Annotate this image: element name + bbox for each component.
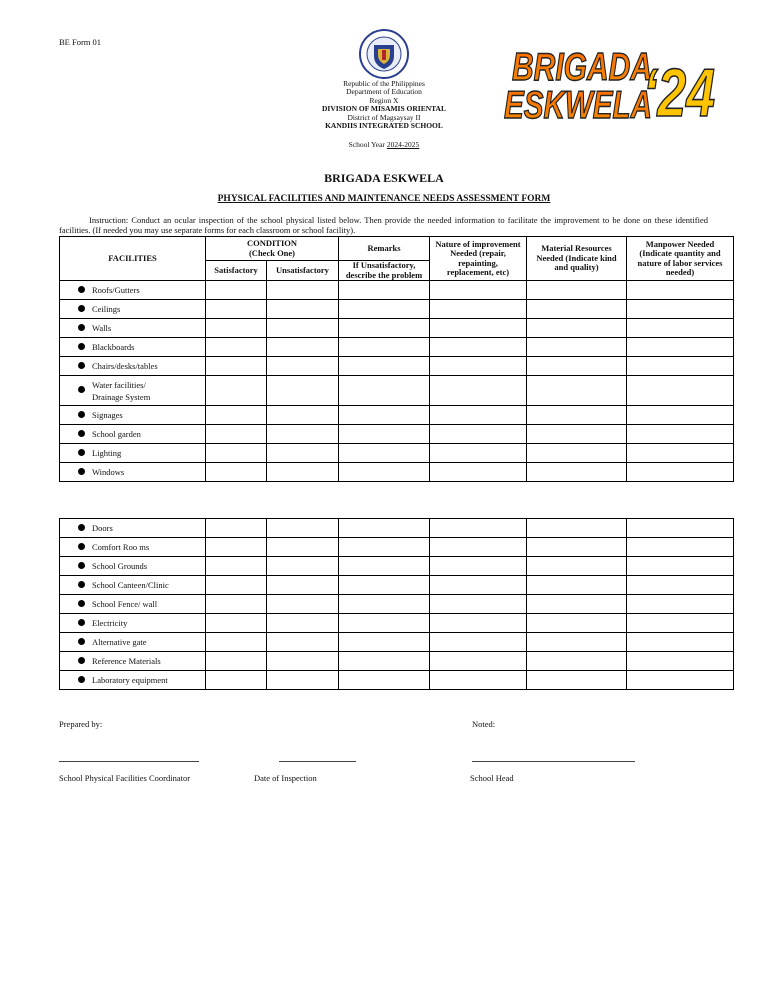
col-header-manpower: Manpower Needed (Indicate quantity and nature of labor services needed) — [627, 237, 734, 281]
unsatisfactory-cell[interactable] — [267, 614, 339, 633]
col-header-satisfactory: Satisfactory — [206, 261, 267, 281]
bullet-icon — [78, 562, 85, 569]
material-cell[interactable] — [527, 576, 627, 595]
col-header-remarks-sub: If Unsatisfactory, describe the problem — [339, 261, 430, 281]
remarks-cell[interactable] — [339, 538, 430, 557]
manpower-cell[interactable] — [627, 300, 734, 319]
material-cell[interactable] — [527, 376, 627, 406]
material-cell[interactable] — [527, 538, 627, 557]
nature-cell[interactable] — [430, 633, 527, 652]
bullet-icon — [78, 468, 85, 475]
manpower-cell[interactable] — [627, 425, 734, 444]
remarks-cell[interactable] — [339, 595, 430, 614]
nature-cell[interactable] — [430, 357, 527, 376]
unsatisfactory-cell[interactable] — [267, 444, 339, 463]
nature-cell[interactable] — [430, 519, 527, 538]
unsatisfactory-cell[interactable] — [267, 633, 339, 652]
bullet-icon — [78, 386, 85, 393]
facility-label: Water facilities/ Drainage System — [92, 379, 151, 402]
material-cell[interactable] — [527, 595, 627, 614]
logo-line2: ESKWELA — [504, 84, 652, 127]
table-row — [60, 357, 734, 376]
material-cell[interactable] — [527, 519, 627, 538]
facilities-table-part1 — [59, 236, 734, 482]
unsatisfactory-cell[interactable] — [267, 519, 339, 538]
facility-label: Roofs/Gutters — [92, 284, 140, 295]
table-row — [60, 633, 734, 652]
facility-cell — [60, 319, 206, 338]
facility-cell — [60, 425, 206, 444]
material-cell[interactable] — [527, 557, 627, 576]
col-header-facilities: FACILITIES — [60, 237, 206, 281]
unsatisfactory-cell[interactable] — [267, 376, 339, 406]
facility-label: Electricity — [92, 617, 128, 628]
nature-cell[interactable] — [430, 338, 527, 357]
remarks-cell[interactable] — [339, 557, 430, 576]
manpower-cell[interactable] — [627, 463, 734, 482]
bullet-icon — [78, 676, 85, 683]
unsatisfactory-cell[interactable] — [267, 281, 339, 300]
date-signature-line — [279, 761, 356, 762]
facility-label: Chairs/desks/tables — [92, 360, 158, 371]
material-cell[interactable] — [527, 463, 627, 482]
manpower-cell[interactable] — [627, 614, 734, 633]
satisfactory-cell[interactable] — [206, 425, 267, 444]
remarks-cell[interactable] — [339, 357, 430, 376]
col-header-remarks: Remarks — [339, 237, 430, 261]
coordinator-label: School Physical Facilities Coordinator — [59, 773, 191, 783]
facility-label: School Grounds — [92, 560, 148, 571]
prepared-by-label: Prepared by: — [59, 719, 103, 729]
manpower-cell[interactable] — [627, 406, 734, 425]
table-row — [60, 519, 734, 538]
manpower-cell[interactable] — [627, 319, 734, 338]
nature-cell[interactable] — [430, 319, 527, 338]
nature-cell[interactable] — [430, 300, 527, 319]
school-year — [290, 140, 478, 149]
facility-cell — [60, 300, 206, 319]
bullet-icon — [78, 600, 85, 607]
satisfactory-cell[interactable] — [206, 281, 267, 300]
facility-cell — [60, 595, 206, 614]
satisfactory-cell[interactable] — [206, 319, 267, 338]
facility-cell — [60, 614, 206, 633]
remarks-cell[interactable] — [339, 376, 430, 406]
satisfactory-cell[interactable] — [206, 300, 267, 319]
facility-label: School Fence/ wall — [92, 598, 158, 609]
facility-label: Signages — [92, 409, 123, 420]
facility-cell — [60, 538, 206, 557]
nature-cell[interactable] — [430, 406, 527, 425]
satisfactory-cell[interactable] — [206, 338, 267, 357]
remarks-cell[interactable] — [339, 338, 430, 357]
facility-cell — [60, 444, 206, 463]
nature-cell[interactable] — [430, 652, 527, 671]
satisfactory-cell[interactable] — [206, 671, 267, 690]
brigada-eskwela-logo — [500, 42, 720, 128]
table-row — [60, 538, 734, 557]
material-cell[interactable] — [527, 338, 627, 357]
noted-label: Noted: — [472, 719, 496, 729]
division-text: DIVISION OF MISAMIS ORIENTAL — [322, 104, 446, 113]
material-cell[interactable] — [527, 425, 627, 444]
manpower-cell[interactable] — [627, 538, 734, 557]
facility-label: Walls — [92, 322, 112, 333]
satisfactory-cell[interactable] — [206, 614, 267, 633]
bullet-icon — [78, 657, 85, 664]
facility-cell — [60, 576, 206, 595]
bullet-icon — [78, 305, 85, 312]
manpower-cell[interactable] — [627, 595, 734, 614]
nature-cell[interactable] — [430, 444, 527, 463]
unsatisfactory-cell[interactable] — [267, 671, 339, 690]
table-row — [60, 281, 734, 300]
table-row — [60, 614, 734, 633]
remarks-cell[interactable] — [339, 463, 430, 482]
facility-label: Comfort Roo ms — [92, 541, 150, 552]
bullet-icon — [78, 638, 85, 645]
satisfactory-cell[interactable] — [206, 444, 267, 463]
manpower-cell[interactable] — [627, 557, 734, 576]
table-row — [60, 425, 734, 444]
facilities-table-part2 — [59, 518, 734, 690]
bullet-icon — [78, 619, 85, 626]
form-subtitle: PHYSICAL FACILITIES AND MAINTENANCE NEEDS ASSESSMENT FORM — [217, 194, 551, 204]
material-cell[interactable] — [527, 281, 627, 300]
col-header-material: Material Resources Needed (Indicate kind and quality) — [527, 237, 627, 281]
unsatisfactory-cell[interactable] — [267, 406, 339, 425]
nature-cell[interactable] — [430, 463, 527, 482]
form-title: BRIGADA ESKWELA — [324, 171, 444, 185]
table-row — [60, 319, 734, 338]
condition-label: CONDITION — [246, 238, 298, 248]
remarks-cell[interactable] — [339, 652, 430, 671]
form-number: BE Form 01 — [59, 37, 102, 47]
facility-label: Lighting — [92, 447, 122, 458]
bullet-icon — [78, 343, 85, 350]
school-head-signature-line — [472, 761, 635, 762]
nature-cell[interactable] — [430, 557, 527, 576]
satisfactory-cell[interactable] — [206, 357, 267, 376]
nature-cell[interactable] — [430, 614, 527, 633]
facility-label: Laboratory equipment — [92, 674, 168, 685]
unsatisfactory-cell[interactable] — [267, 319, 339, 338]
remarks-cell[interactable] — [339, 671, 430, 690]
logo-line1: BRIGADA — [512, 46, 652, 89]
facility-cell — [60, 357, 206, 376]
col-header-condition — [206, 237, 339, 261]
nature-cell[interactable] — [430, 425, 527, 444]
unsatisfactory-cell[interactable] — [267, 557, 339, 576]
satisfactory-cell[interactable] — [206, 576, 267, 595]
nature-cell[interactable] — [430, 671, 527, 690]
material-cell[interactable] — [527, 406, 627, 425]
material-cell[interactable] — [527, 671, 627, 690]
facility-cell — [60, 652, 206, 671]
satisfactory-cell[interactable] — [206, 595, 267, 614]
remarks-cell[interactable] — [339, 633, 430, 652]
facility-cell — [60, 281, 206, 300]
table-row — [60, 652, 734, 671]
region-text: Region X — [369, 96, 399, 105]
facility-label: School Canteen/Clinic — [92, 579, 169, 590]
table-row — [60, 300, 734, 319]
nature-cell[interactable] — [430, 538, 527, 557]
department-text: Department of Education — [346, 87, 422, 96]
manpower-cell[interactable] — [627, 633, 734, 652]
unsatisfactory-cell[interactable] — [267, 463, 339, 482]
facility-cell — [60, 338, 206, 357]
satisfactory-cell[interactable] — [206, 633, 267, 652]
facility-cell — [60, 463, 206, 482]
bullet-icon — [78, 449, 85, 456]
bullet-icon — [78, 324, 85, 331]
bullet-icon — [78, 581, 85, 588]
facility-cell — [60, 633, 206, 652]
remarks-cell[interactable] — [339, 614, 430, 633]
remarks-cell[interactable] — [339, 300, 430, 319]
facility-cell — [60, 557, 206, 576]
school-year-value: 2024-2025 — [386, 140, 420, 149]
remarks-cell[interactable] — [339, 444, 430, 463]
col-header-nature: Nature of improvement Needed (repair, repainting, replacement, etc) — [430, 237, 527, 281]
facility-label: Reference Materials — [92, 655, 161, 666]
material-cell[interactable] — [527, 319, 627, 338]
table-row — [60, 338, 734, 357]
nature-cell[interactable] — [430, 576, 527, 595]
nature-cell[interactable] — [430, 595, 527, 614]
manpower-cell[interactable] — [627, 376, 734, 406]
table-row — [60, 376, 734, 406]
material-cell[interactable] — [527, 652, 627, 671]
table-row — [60, 576, 734, 595]
manpower-cell[interactable] — [627, 357, 734, 376]
coordinator-signature-line — [59, 761, 199, 762]
nature-cell[interactable] — [430, 376, 527, 406]
facility-label: Alternative gate — [92, 636, 147, 647]
date-of-inspection-label: Date of Inspection — [254, 773, 317, 783]
material-cell[interactable] — [527, 614, 627, 633]
deped-seal-icon — [355, 28, 413, 80]
bullet-icon — [78, 430, 85, 437]
instruction-text: Instruction: Conduct an ocular inspection of the school physical listed below. Then provide the needed information to facilitate the improvement to be done on these identified facilities. (If needed you may use separate forms for each classroom or school facility). — [59, 215, 708, 235]
material-cell[interactable] — [527, 633, 627, 652]
material-cell[interactable] — [527, 357, 627, 376]
facility-cell — [60, 671, 206, 690]
facility-cell — [60, 406, 206, 425]
bullet-icon — [78, 286, 85, 293]
satisfactory-cell[interactable] — [206, 538, 267, 557]
table-row — [60, 557, 734, 576]
satisfactory-cell[interactable] — [206, 376, 267, 406]
facility-cell — [60, 376, 206, 406]
satisfactory-cell[interactable] — [206, 519, 267, 538]
school-name: KANDIIS INTEGRATED SCHOOL — [325, 121, 443, 130]
manpower-cell[interactable] — [627, 519, 734, 538]
school-head-label: School Head — [470, 773, 514, 783]
manpower-cell[interactable] — [627, 576, 734, 595]
material-cell[interactable] — [527, 444, 627, 463]
remarks-cell[interactable] — [339, 576, 430, 595]
facility-label: Ceilings — [92, 303, 121, 314]
unsatisfactory-cell[interactable] — [267, 357, 339, 376]
col-header-unsatisfactory: Unsatisfactory — [267, 261, 339, 281]
unsatisfactory-cell[interactable] — [267, 595, 339, 614]
facility-label: Blackboards — [92, 341, 135, 352]
facility-label: Windows — [92, 466, 125, 477]
nature-cell[interactable] — [430, 281, 527, 300]
bullet-icon — [78, 524, 85, 531]
facility-label: Doors — [92, 522, 113, 533]
unsatisfactory-cell[interactable] — [267, 425, 339, 444]
school-year-label: School Year — [348, 140, 385, 149]
satisfactory-cell[interactable] — [206, 652, 267, 671]
manpower-cell[interactable] — [627, 338, 734, 357]
remarks-cell[interactable] — [339, 319, 430, 338]
unsatisfactory-cell[interactable] — [267, 338, 339, 357]
bullet-icon — [78, 411, 85, 418]
manpower-cell[interactable] — [627, 671, 734, 690]
unsatisfactory-cell[interactable] — [267, 300, 339, 319]
table-row — [60, 595, 734, 614]
satisfactory-cell[interactable] — [206, 406, 267, 425]
facility-cell — [60, 519, 206, 538]
table-row — [60, 444, 734, 463]
table-row — [60, 671, 734, 690]
manpower-cell[interactable] — [627, 652, 734, 671]
manpower-cell[interactable] — [627, 444, 734, 463]
republic-text: Republic of the Philippines — [343, 79, 425, 88]
bullet-icon — [78, 362, 85, 369]
remarks-cell[interactable] — [339, 406, 430, 425]
remarks-cell[interactable] — [339, 519, 430, 538]
bullet-icon — [78, 543, 85, 550]
unsatisfactory-cell[interactable] — [267, 576, 339, 595]
remarks-cell[interactable] — [339, 425, 430, 444]
condition-sub-label: (Check One) — [248, 247, 296, 258]
district-text: District of Magsaysay II — [347, 113, 421, 122]
table-row — [60, 463, 734, 482]
satisfactory-cell[interactable] — [206, 463, 267, 482]
satisfactory-cell[interactable] — [206, 557, 267, 576]
table-row — [60, 406, 734, 425]
manpower-cell[interactable] — [627, 281, 734, 300]
remarks-cell[interactable] — [339, 281, 430, 300]
unsatisfactory-cell[interactable] — [267, 538, 339, 557]
logo-year: ‘24 — [643, 55, 715, 128]
unsatisfactory-cell[interactable] — [267, 652, 339, 671]
facility-label: School garden — [92, 428, 141, 439]
material-cell[interactable] — [527, 300, 627, 319]
